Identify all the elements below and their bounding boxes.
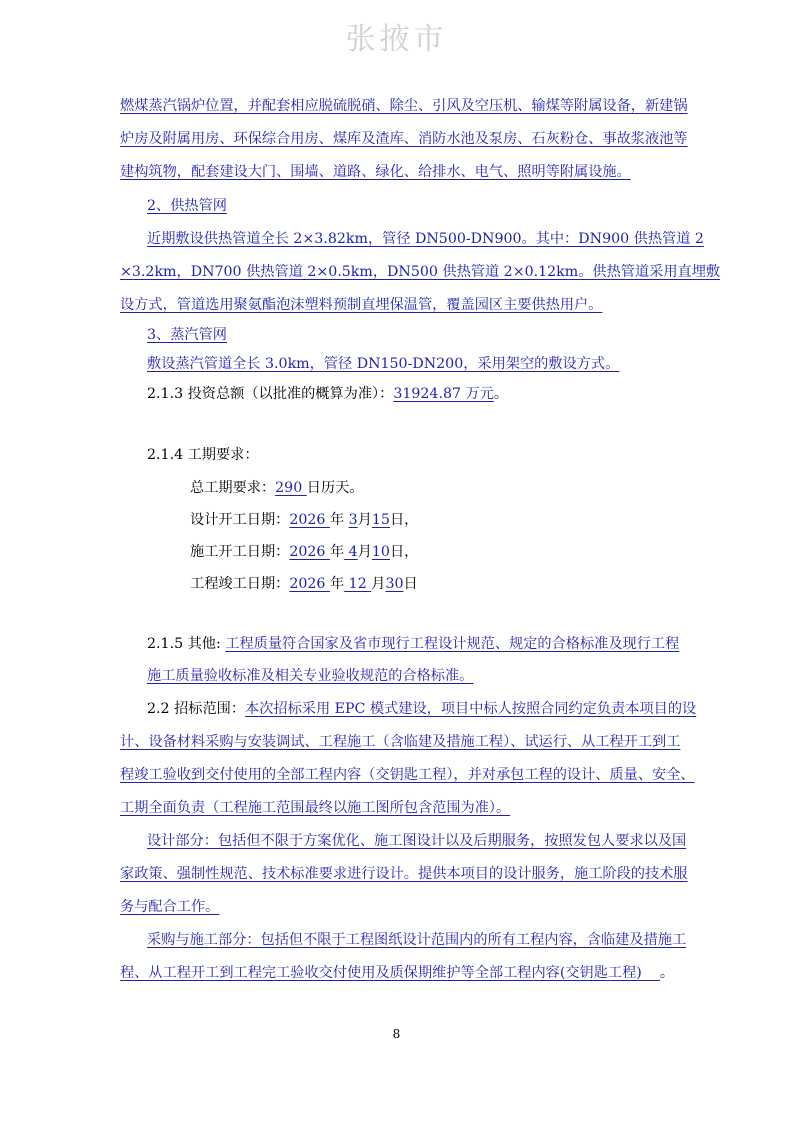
design-start-end: 日，	[389, 512, 419, 528]
total-duration-label: 总工期要求：	[190, 480, 276, 496]
procurement-construction-part-line: 采购与施工部分：包括但不限于工程图纸设计范围内的所有工程内容，含临建及措施工	[147, 932, 687, 948]
paragraph-line: 燃煤蒸汽锅炉位置，并配套相应脱硫脱硝、除尘、引风及空压机、输煤等附属设备，新建锅	[120, 98, 688, 114]
design-start-date-line	[190, 510, 418, 530]
design-part-line: 设计部分：包括但不限于方案优化、施工图设计以及后期服务，按照发包人要求以及国	[147, 833, 687, 849]
year-char: 年	[329, 576, 345, 592]
construction-start-year: 2026	[289, 544, 330, 560]
design-start-year: 2026	[289, 512, 330, 528]
investment-label: 2.1.3 投资总额（以批准的概算为准）：	[147, 386, 394, 402]
other-requirements-line	[147, 634, 679, 654]
month-char: 月	[357, 544, 372, 560]
construction-start-day: 10	[371, 544, 390, 560]
completion-day: 30	[385, 576, 404, 592]
design-start-month: 3	[348, 512, 358, 528]
construction-start-label: 施工开工日期：	[190, 544, 290, 560]
paragraph-line: 炉房及附属用房、环保综合用房、煤库及渣库、消防水池及泵房、石灰粉仓、事故浆液池等	[120, 131, 688, 147]
total-duration-line	[190, 478, 364, 498]
section-heading-steam-network: 3、蒸汽管网	[147, 327, 227, 343]
tender-scope-line	[147, 699, 696, 719]
section-heading-heating-network: 2、供热管网	[147, 198, 227, 214]
paragraph-line: 工期全面负责（工程施工范围最终以施工图所包含范围为准）。	[120, 800, 511, 816]
paragraph-line: 施工质量验收标准及相关专业验收规范的合格标准。	[147, 668, 474, 684]
total-duration-value: 290	[275, 480, 307, 496]
completion-label: 工程竣工日期：	[190, 576, 290, 592]
paragraph-line: 家政策、强制性规范、技术标准要求进行设计。提供本项目的设计服务，施工阶段的技术服	[120, 866, 688, 882]
investment-end: 。	[493, 386, 509, 402]
paragraph-line: 程竣工验收到交付使用的全部工程内容（交钥匙工程），并对承包工程的设计、质量、安全、	[120, 767, 695, 783]
completion-date-line	[190, 574, 418, 594]
watermark-city-name: 张掖市	[345, 22, 448, 57]
completion-month: 12	[344, 576, 372, 592]
investment-value: 31924.87 万元	[393, 386, 494, 402]
procurement-construction-end: 。	[659, 965, 675, 981]
month-char: 月	[357, 512, 372, 528]
completion-end: 日	[403, 576, 418, 592]
procurement-construction-last-line	[120, 963, 674, 983]
tender-scope-text: 本次招标采用 EPC 模式建设，项目中标人按照合同约定负责本项目的设	[245, 701, 697, 717]
paragraph-line: 建构筑物，配套建设大门、围墙、道路、绿化、给排水、电气、照明等附属设施。	[120, 164, 631, 180]
completion-year: 2026	[289, 576, 330, 592]
total-duration-unit: 日历天。	[306, 480, 364, 496]
other-text: 工程质量符合国家及省市现行工程设计规范、规定的合格标准及现行工程	[225, 636, 680, 652]
paragraph-line: 设方式，管道选用聚氨酯泡沫塑料预制直埋保温管，覆盖园区主要供热用户。	[120, 297, 603, 313]
paragraph-line: 计、设备材料采购与安装调试、工程施工（含临建及措施工程）、试运行、从工程开工到工	[120, 734, 681, 750]
procurement-construction-text: 程、从工程开工到工程完工验收交付使用及质保期维护等全部工程内容(交钥匙工程)	[120, 965, 660, 981]
construction-start-end: 日，	[389, 544, 419, 560]
construction-start-month: 4	[344, 544, 358, 560]
schedule-heading: 2.1.4 工期要求：	[147, 447, 259, 463]
paragraph-line: 近期敷设供热管道全长 2×3.82km，管径 DN500-DN900。其中：DN900 供热管道 2	[147, 231, 704, 247]
paragraph-line: 务与配合工作。	[120, 899, 220, 915]
year-char: 年	[329, 544, 345, 560]
paragraph-line: 敷设蒸汽管道全长 3.0km，管径 DN150-DN200，采用架空的敷设方式。	[147, 356, 620, 372]
design-start-label: 设计开工日期：	[190, 512, 290, 528]
design-start-day: 15	[371, 512, 390, 528]
paragraph-line: ×3.2km，DN700 供热管道 2×0.5km，DN500 供热管道 2×0.12km。供热管道采用直埋敷	[120, 264, 721, 280]
year-char: 年	[329, 512, 345, 528]
tender-scope-label: 2.2 招标范围：	[147, 701, 246, 717]
month-char: 月	[371, 576, 386, 592]
construction-start-date-line	[190, 542, 418, 562]
other-label: 2.1.5 其他:	[147, 636, 226, 652]
investment-total-line	[147, 384, 508, 404]
page-number: 8	[392, 1027, 401, 1041]
